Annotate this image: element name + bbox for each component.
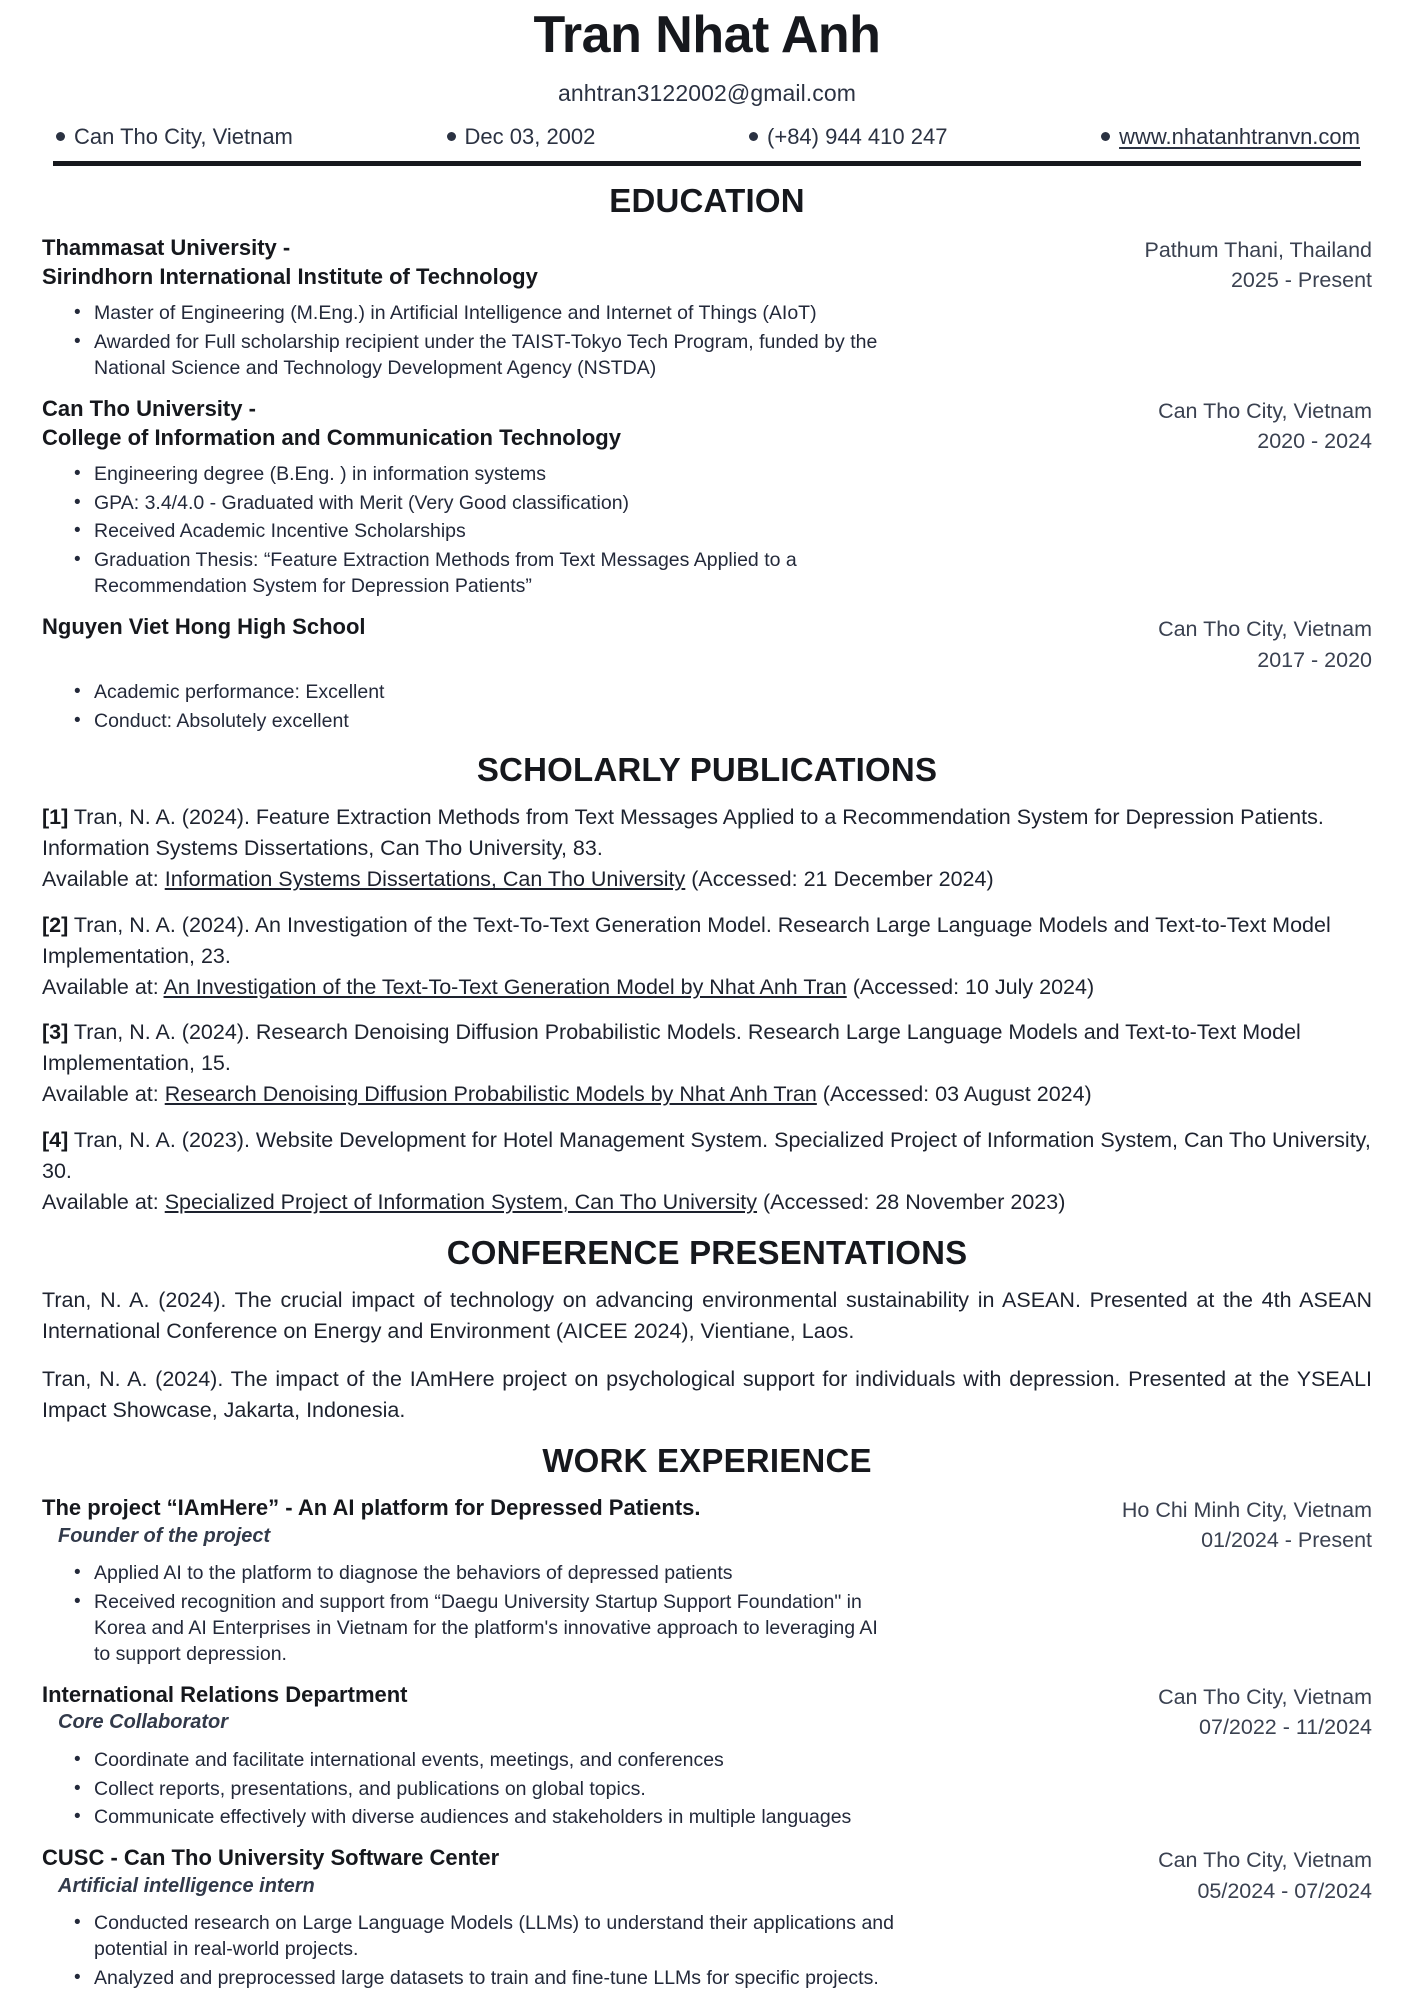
education-entry	[42, 612, 1372, 735]
list-item: • Received recognition and support from “Daegu University Startup Support Foundation" in Korea and AI Enterprises in Vietnam for the platform's innovative approach to leveraging AI to support depression.	[94, 1590, 894, 1668]
education-dates: 2020 - 2024	[1257, 429, 1372, 454]
work-bullet-list	[42, 1561, 1372, 1668]
publication-index: [3]	[42, 1020, 69, 1045]
publication-availability	[42, 1187, 1372, 1218]
publication-link[interactable]: Specialized Project of Information System, Can Tho University	[164, 1190, 758, 1214]
publication-accessed-date: (Accessed: 10 July 2024)	[846, 974, 1095, 999]
available-at-label: Available at:	[42, 1082, 165, 1107]
work-organization	[42, 1493, 701, 1548]
section-publications	[42, 751, 1372, 1218]
email-address[interactable]: anhtran3122002@gmail.com	[557, 79, 857, 106]
publication-availability	[42, 864, 1372, 895]
list-item: • Graduation Thesis: “Feature Extraction Methods from Text Messages Applied to a Recommendation System for Depression Patients”	[94, 548, 894, 600]
publication-index: [2]	[42, 912, 69, 937]
work-dates: 01/2024 - Present	[1201, 1528, 1372, 1553]
website-link[interactable]: www.nhatanhtranvn.com	[1119, 123, 1360, 149]
institution-name: Can Tho University -	[42, 395, 256, 421]
work-organization	[42, 1680, 408, 1735]
work-org-name: International Relations Department	[42, 1681, 408, 1707]
publication-index: [4]	[42, 1127, 69, 1152]
publication-availability	[42, 972, 1372, 1003]
institution-name: Thammasat University -	[42, 234, 291, 260]
education-entry-header	[42, 612, 1372, 675]
work-dates: 07/2022 - 11/2024	[1199, 1715, 1372, 1740]
work-location: Can Tho City, Vietnam	[1158, 1684, 1372, 1709]
work-entry-header	[42, 1843, 1372, 1906]
education-entry-header	[42, 394, 1372, 457]
list-item: • Received Academic Incentive Scholarships	[94, 519, 894, 545]
section-title-work: WORK EXPERIENCE	[542, 1441, 872, 1479]
contact-row	[42, 124, 1372, 150]
available-at-label: Available at:	[42, 1190, 165, 1214]
education-bullet-list	[42, 301, 1372, 382]
header-divider	[53, 161, 1361, 166]
publication-link[interactable]: Information Systems Dissertations, Can Tho University	[164, 867, 686, 892]
education-entry	[42, 394, 1372, 601]
contact-text: Dec 03, 2002	[464, 123, 596, 149]
publication-item	[42, 1017, 1372, 1111]
conference-list	[42, 1285, 1372, 1426]
work-bullet-list	[42, 1748, 1372, 1832]
publication-item	[42, 1125, 1372, 1219]
work-entry-header	[42, 1680, 1372, 1743]
list-item: • Coordinate and facilitate international events, meetings, and conferences	[94, 1748, 894, 1774]
work-entry-list	[42, 1493, 1372, 1992]
list-item: • Conducted research on Large Language Models (LLMs) to understand their applications and potential in real-world projects.	[94, 1911, 894, 1963]
contact-item	[56, 124, 293, 150]
work-entry-header	[42, 1493, 1372, 1556]
section-title-conferences: CONFERENCE PRESENTATIONS	[446, 1234, 968, 1272]
education-dates: 2017 - 2020	[1257, 647, 1372, 672]
work-dates: 05/2024 - 07/2024	[1197, 1878, 1372, 1903]
list-item: • Academic performance: Excellent	[94, 680, 894, 706]
contact-item[interactable]	[1101, 124, 1360, 150]
work-role-title: Artificial intelligence intern	[58, 1875, 315, 1898]
work-meta	[1122, 1493, 1372, 1556]
publication-list	[42, 802, 1372, 1218]
publication-index: [1]	[42, 805, 69, 830]
publication-item	[42, 802, 1372, 896]
education-location: Can Tho City, Vietnam	[1158, 617, 1372, 642]
education-meta	[1158, 612, 1372, 675]
section-title-education: EDUCATION	[609, 181, 805, 219]
work-entry	[42, 1493, 1372, 1668]
work-entry	[42, 1680, 1372, 1832]
work-meta	[1158, 1843, 1372, 1906]
list-item: • Collect reports, presentations, and publications on global topics.	[94, 1777, 894, 1803]
list-item: • Analyzed and preprocessed large datasets to train and fine-tune LLMs for specific projects.	[94, 1966, 894, 1992]
education-institution	[42, 233, 538, 292]
work-location: Ho Chi Minh City, Vietnam	[1121, 1497, 1372, 1522]
work-location: Can Tho City, Vietnam	[1158, 1848, 1372, 1873]
list-item: • GPA: 3.4/4.0 - Graduated with Merit (Very Good classification)	[94, 491, 894, 517]
work-organization	[42, 1843, 499, 1898]
work-org-name: CUSC - Can Tho University Software Center	[42, 1845, 500, 1871]
education-entry-list	[42, 233, 1372, 735]
section-work-experience	[42, 1442, 1372, 1992]
institution-faculty: Sirindhorn International Institute of Technology	[42, 264, 538, 290]
education-bullet-list	[42, 462, 1372, 601]
work-entry	[42, 1843, 1372, 1992]
resume-header	[42, 6, 1372, 166]
publication-availability	[42, 1079, 1372, 1110]
section-conferences	[42, 1234, 1372, 1426]
work-role-title: Founder of the project	[58, 1524, 271, 1547]
institution-faculty: College of Information and Communication Technology	[42, 425, 621, 451]
education-meta	[1158, 394, 1372, 457]
conference-item: Tran, N. A. (2024). The crucial impact of technology on advancing environmental sustainability in ASEAN. Presented at the 4th ASEAN International Conference on Energy and Environment (AICEE 2024), Vientiane, Laos.	[42, 1288, 1372, 1344]
bullet-dot-icon	[1101, 132, 1110, 141]
bullet-dot-icon	[56, 132, 65, 141]
list-item: • Communicate effectively with diverse audiences and stakeholders in multiple languages	[94, 1805, 894, 1831]
contact-item	[749, 124, 947, 150]
education-location: Pathum Thani, Thailand	[1144, 237, 1372, 262]
available-at-label: Available at:	[42, 974, 164, 999]
available-at-label: Available at:	[42, 867, 165, 892]
education-meta	[1145, 233, 1373, 296]
list-item: • Engineering degree (B.Eng. ) in information systems	[94, 462, 894, 488]
contact-item	[447, 124, 596, 150]
resume-page	[0, 6, 1414, 2006]
work-bullet-list	[42, 1911, 1372, 1992]
section-education	[42, 182, 1372, 735]
publication-accessed-date: (Accessed: 03 August 2024)	[816, 1082, 1092, 1107]
list-item: • Conduct: Absolutely excellent	[94, 709, 894, 735]
education-entry	[42, 233, 1372, 382]
education-institution	[42, 612, 366, 642]
publication-citation: Tran, N. A. (2024). An Investigation of the Text-To-Text Generation Model. Research Large Language Models and Text-to-Text Model Implementation, 23.	[42, 912, 1331, 968]
work-meta	[1158, 1680, 1372, 1743]
education-institution	[42, 394, 621, 453]
education-location: Can Tho City, Vietnam	[1158, 398, 1372, 423]
work-org-name: The project “IAmHere” - An AI platform for Depressed Patients.	[42, 1494, 701, 1520]
list-item: • Awarded for Full scholarship recipient under the TAIST-Tokyo Tech Program, funded by the National Science and Technology Development Agency (NSTDA)	[94, 330, 894, 382]
publication-link[interactable]: Research Denoising Diffusion Probabilistic Models by Nhat Anh Tran	[164, 1082, 817, 1107]
list-item: • Master of Engineering (M.Eng.) in Artificial Intelligence and Internet of Things (AIoT)	[94, 301, 894, 327]
publication-item	[42, 910, 1372, 1004]
candidate-name: Tran Nhat Anh	[533, 6, 881, 64]
section-title-publications: SCHOLARLY PUBLICATIONS	[476, 751, 938, 789]
publication-citation: Tran, N. A. (2024). Research Denoising Diffusion Probabilistic Models. Research Large Language Models and Text-to-Text Model Implementation, 15.	[42, 1020, 1301, 1076]
bullet-dot-icon	[447, 132, 456, 141]
work-role-title: Core Collaborator	[58, 1711, 229, 1734]
contact-text: (+84) 944 410 247	[767, 123, 948, 149]
bullet-dot-icon	[749, 132, 758, 141]
education-bullet-list	[42, 680, 1372, 735]
list-item: • Applied AI to the platform to diagnose the behaviors of depressed patients	[94, 1561, 894, 1587]
publication-citation: Tran, N. A. (2024). Feature Extraction Methods from Text Messages Applied to a Recommendation System for Depression Patients. Information Systems Dissertations, Can Tho University, 83.	[42, 805, 1324, 861]
conference-item: Tran, N. A. (2024). The impact of the IAmHere project on psychological support for individuals with depression. Presented at the YSEALI Impact Showcase, Jakarta, Indonesia.	[42, 1366, 1372, 1422]
publication-accessed-date: (Accessed: 21 December 2024)	[685, 867, 994, 892]
institution-name: Nguyen Viet Hong High School	[42, 614, 366, 640]
education-dates: 2025 - Present	[1230, 268, 1372, 293]
education-entry-header	[42, 233, 1372, 296]
contact-text: Can Tho City, Vietnam	[74, 123, 293, 149]
publication-accessed-date: (Accessed: 28 November 2023)	[757, 1190, 1066, 1214]
publication-link[interactable]: An Investigation of the Text-To-Text Generation Model by Nhat Anh Tran	[163, 974, 847, 999]
publication-citation: Tran, N. A. (2023). Website Development for Hotel Management System. Specialized Project of Information System, Can Tho University, 30.	[42, 1127, 1371, 1183]
